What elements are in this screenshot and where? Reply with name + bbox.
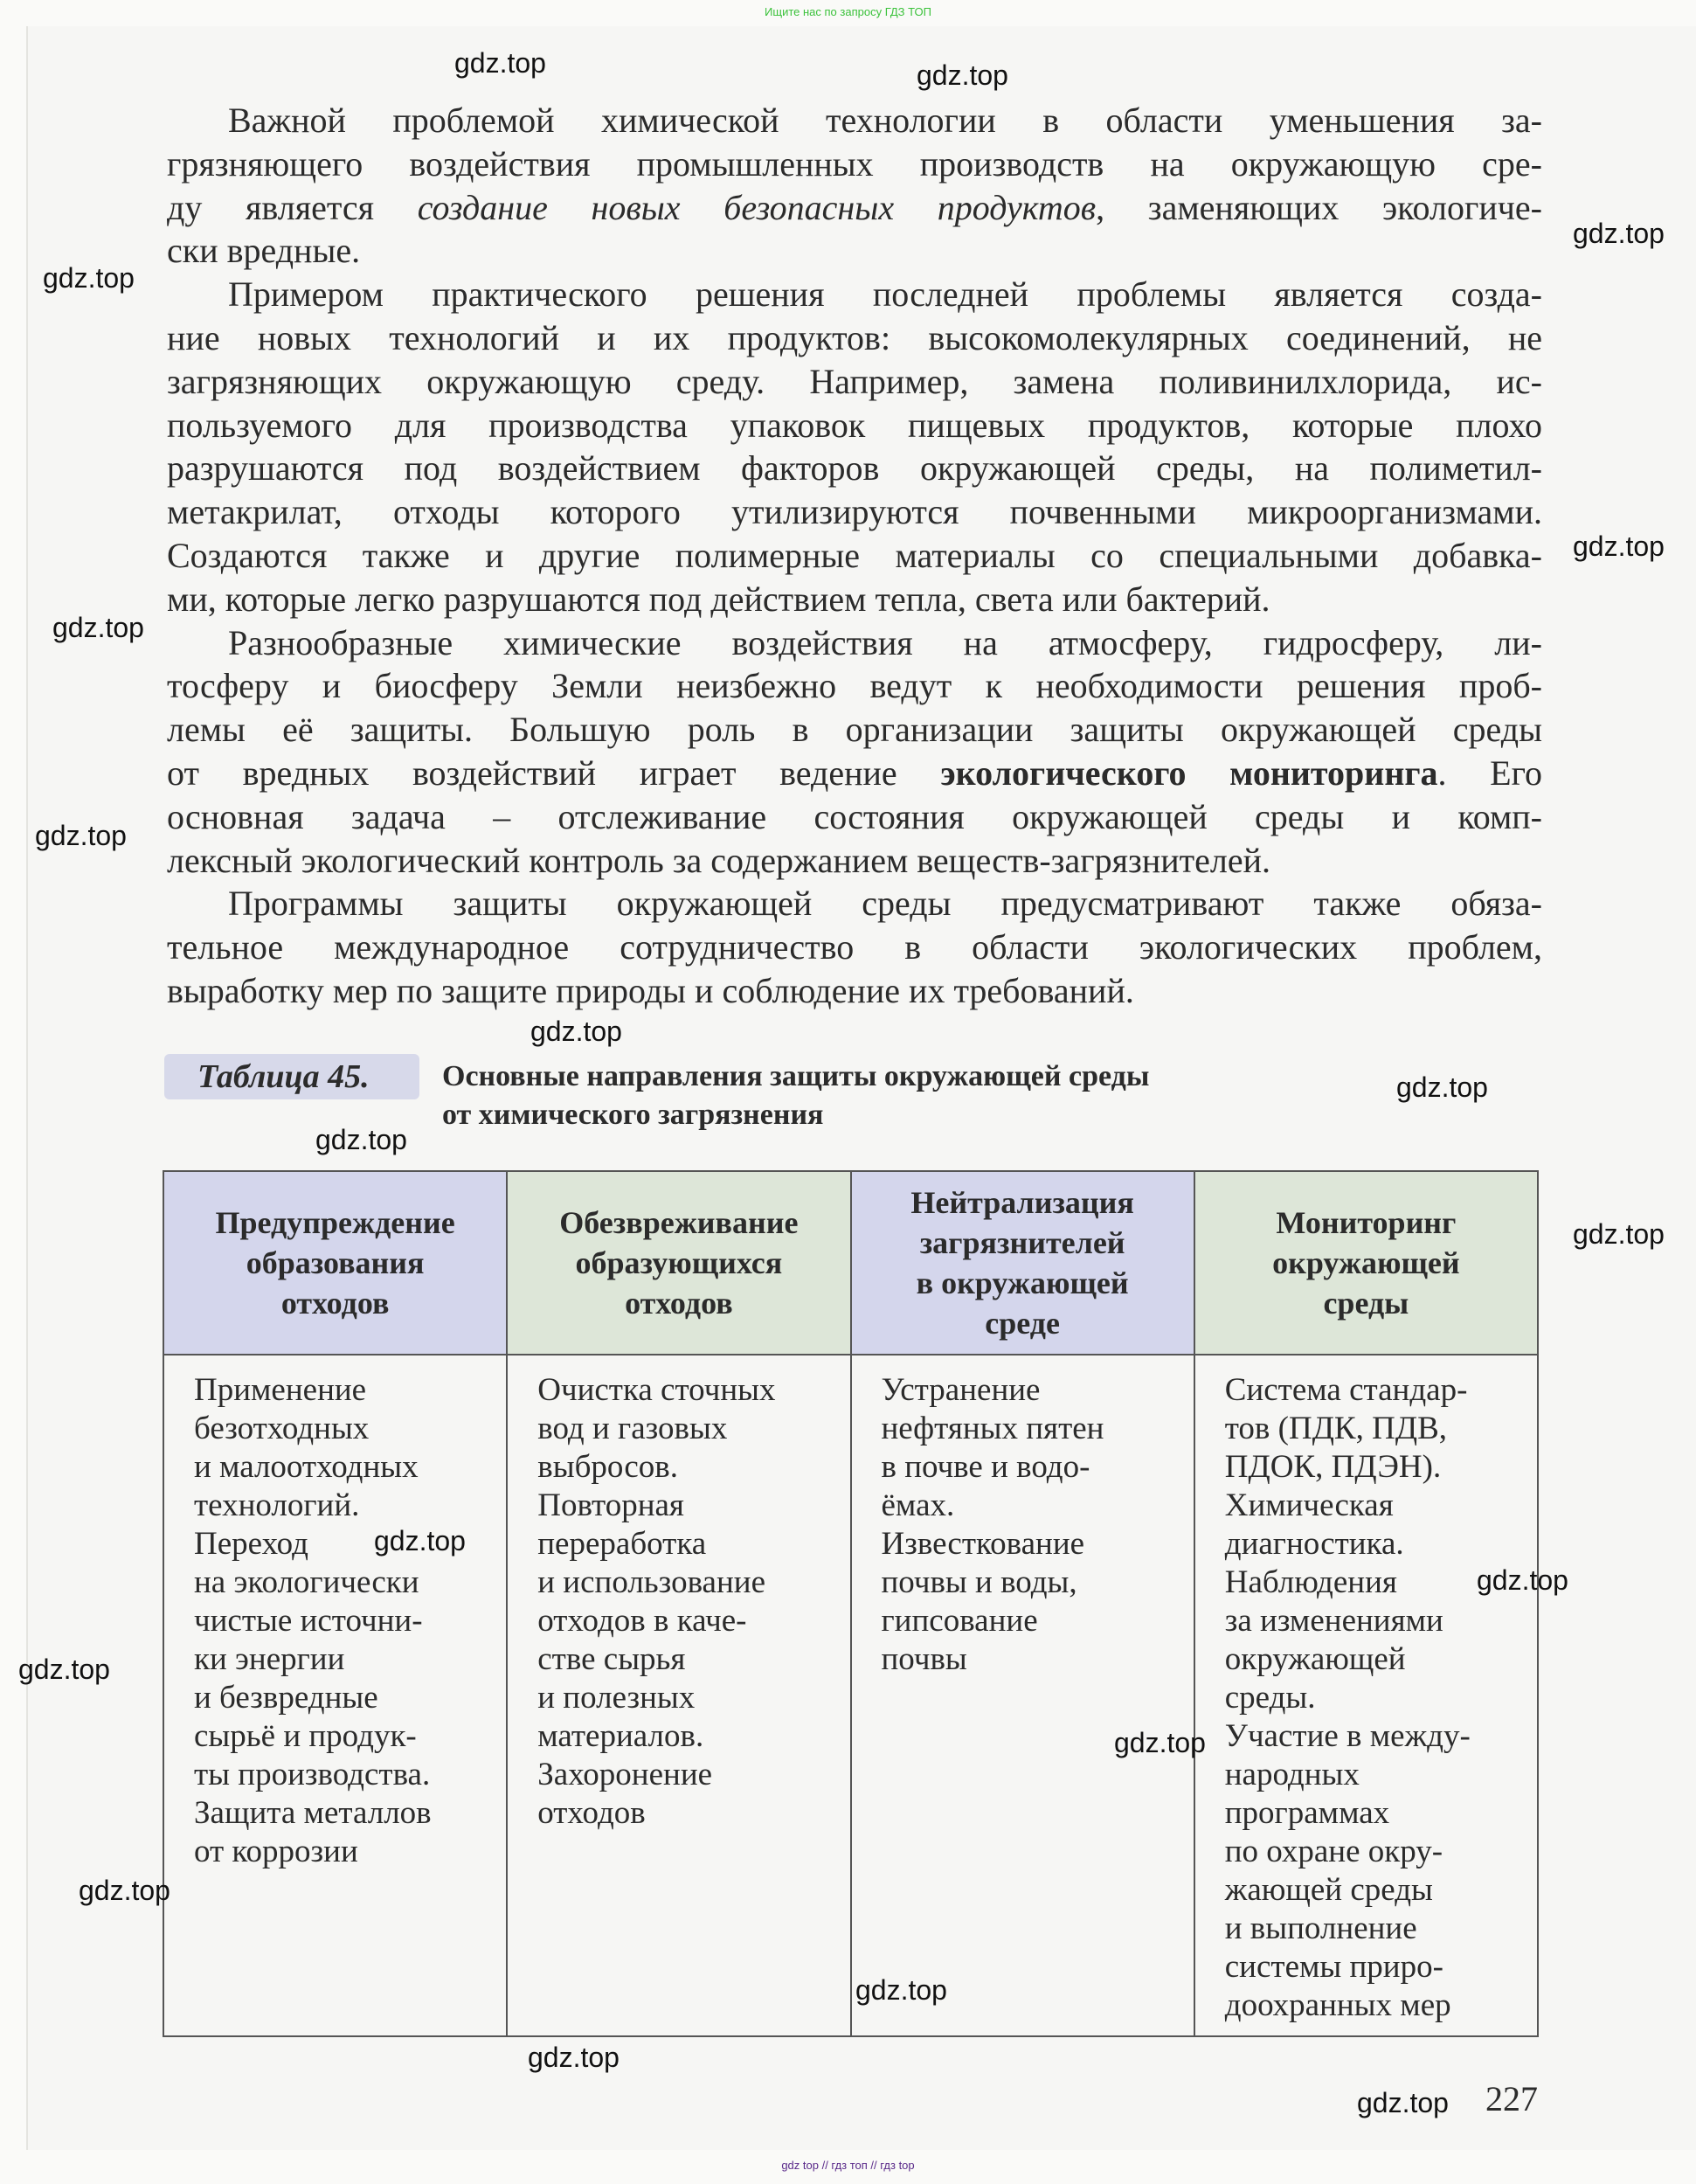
column-header-line: образующихся [575, 1245, 783, 1280]
cell-line: народных [1224, 1757, 1360, 1792]
cell-line: ки энергии [194, 1641, 345, 1677]
cell-line: и безвредные [194, 1680, 378, 1716]
paragraph-line: основная задача – отслеживание состояния окружающей среды и комп- [167, 796, 1542, 836]
column-header [507, 1171, 850, 1355]
table-label: Таблица 45. [164, 1054, 419, 1099]
table-title [442, 1057, 1149, 1134]
paragraph-line [167, 752, 1542, 795]
cell-line: сырьё и продук- [194, 1718, 417, 1754]
cell-line: переработка [537, 1526, 707, 1562]
cell-line: окружающей [1224, 1641, 1406, 1677]
paragraph-line: лемы её защиты. Большую роль в организации защиты окружающей среды [167, 710, 1542, 750]
cell-line: Повторная [537, 1487, 684, 1523]
paragraph-line: грязняющего воздействия промышленных производств на окружающую сре- [167, 143, 1542, 184]
cell-line: по охране окру- [1224, 1834, 1443, 1869]
body-text [167, 99, 1542, 1013]
column-header [1194, 1171, 1538, 1355]
table-title-line: Основные направления защиты окружающей среды [442, 1060, 1150, 1092]
cell-line: от коррозии [194, 1834, 358, 1869]
cell-line: ёмах. [881, 1487, 955, 1523]
cell-line: Наблюдения [1224, 1564, 1397, 1600]
column-header [163, 1171, 507, 1355]
column-header-line: среде [985, 1306, 1060, 1341]
bold-term: экологического мониторинга [940, 752, 1438, 793]
cell-line: Система стандар- [1224, 1372, 1468, 1408]
watermark: gdz.top [1573, 1218, 1665, 1250]
paragraph-line: загрязняющих окружающую среду. Например, замена поливинилхлорида, ис- [167, 361, 1542, 401]
cell-line: Химическая [1224, 1487, 1394, 1523]
footer-links: gdz top // гдз топ // гдз top [781, 2159, 915, 2172]
cell-line: гипсование [881, 1603, 1038, 1639]
column-header-line: Нейтрализация [910, 1185, 1134, 1220]
table-cell [163, 1355, 507, 2036]
watermark: gdz.top [1114, 1727, 1206, 1758]
column-header-line: окружающей [1272, 1245, 1460, 1280]
cell-line: Устранение [881, 1372, 1041, 1408]
cell-line: Переход [194, 1526, 308, 1562]
cell-line: доохранных мер [1224, 1987, 1451, 2023]
text-run: ду является [167, 187, 418, 227]
cell-line: Захоронение [537, 1757, 713, 1792]
table-cell [507, 1355, 850, 2036]
page-number: 227 [1485, 2079, 1538, 2118]
column-header-line: в окружающей [916, 1265, 1129, 1300]
watermark: gdz.top [1396, 1071, 1488, 1103]
cell-line: жающей среды [1224, 1872, 1433, 1908]
cell-line: материалов. [537, 1718, 704, 1754]
cell-line: вод и газовых [537, 1411, 728, 1446]
table-header-row [163, 1171, 1538, 1355]
paragraph-line: тосферу и биосферу Земли неизбежно ведут к необходимости решения проб- [167, 666, 1542, 706]
italic-term: создание новых безопасных продуктов [417, 187, 1097, 227]
column-header-line: загрязнителей [919, 1225, 1125, 1260]
paragraph-line: Важной проблемой химической технологии в области уменьшения за- [228, 101, 1542, 140]
watermark: gdz.top [43, 262, 135, 294]
cell-line: чистые источни- [194, 1603, 423, 1639]
cell-line: среды. [1224, 1680, 1316, 1716]
cell-line: Защита металлов [194, 1795, 432, 1831]
cell-line: за изменениями [1224, 1603, 1443, 1639]
table-cell [1194, 1355, 1538, 2036]
watermark: gdz.top [454, 47, 546, 79]
cell-line: выбросов. [537, 1449, 678, 1485]
paragraph-line: метакрилат, отходы которого утилизируются почвенными микроорганизмами. [167, 492, 1542, 532]
cell-line: и полезных [537, 1680, 696, 1716]
text-run: . Его [1437, 752, 1543, 793]
column-header-line: отходов [280, 1286, 390, 1321]
cell-line: безотходных [194, 1411, 370, 1446]
watermark: gdz.top [917, 59, 1008, 91]
cell-line: и выполнение [1224, 1910, 1417, 1946]
column-header-line: отходов [625, 1286, 733, 1321]
watermark: gdz.top [528, 2042, 620, 2073]
cell-line: системы приро- [1224, 1949, 1443, 1985]
cell-line: программах [1224, 1795, 1390, 1831]
column-header-line: образования [246, 1245, 425, 1280]
cell-line: Очистка сточных [537, 1372, 776, 1408]
column-header-line: среды [1323, 1286, 1409, 1321]
table-title-line: от химического загрязнения [442, 1099, 824, 1131]
cell-line: отходов [537, 1795, 646, 1831]
text-run: , заменяющих экологиче- [1096, 187, 1542, 227]
watermark: gdz.top [79, 1875, 170, 1906]
cell-line: и малоотходных [194, 1449, 419, 1485]
watermark: gdz.top [1477, 1564, 1568, 1596]
cell-line: тов (ПДК, ПДВ, [1224, 1411, 1447, 1446]
protection-directions-table [163, 1170, 1539, 2037]
cell-line: отходов в каче- [537, 1603, 747, 1639]
cell-line: почвы [881, 1641, 967, 1677]
cell-line: почвы и воды, [881, 1564, 1077, 1600]
paragraph-line: лексный экологический контроль за содержанием веществ-загрязнителей. [167, 840, 1270, 880]
watermark: gdz.top [52, 612, 144, 643]
paragraph-line: ми, которые легко разрушаются под действием тепла, света или бактерий. [167, 579, 1270, 619]
paragraph-line: Программы защиты окружающей среды предусматривают также обяза- [228, 884, 1542, 924]
cell-line: в почве и водо- [881, 1449, 1090, 1485]
watermark: gdz.top [1573, 530, 1665, 562]
table-cell [851, 1355, 1194, 2036]
paragraph-line: тельное международное сотрудничество в области экологических проблем, [167, 927, 1542, 967]
table-row [163, 1355, 1538, 2036]
cell-line: Известкование [881, 1526, 1085, 1562]
watermark: gdz.top [18, 1654, 110, 1685]
watermark: gdz.top [35, 820, 127, 851]
paragraph-line [167, 186, 1542, 230]
paragraph-line: пользуемого для производства упаковок пищевых продуктов, которые плохо [167, 405, 1542, 445]
cell-line: стве сырья [537, 1641, 686, 1677]
column-header-line: Мониторинг [1276, 1205, 1457, 1240]
cell-line: технологий. [194, 1487, 360, 1523]
paragraph-line: ски вредные. [167, 231, 361, 271]
cell-line: Участие в между- [1224, 1718, 1471, 1754]
cell-line: ты производства. [194, 1757, 431, 1792]
paragraph-line: выработку мер по защите природы и соблюдение их требований. [167, 970, 1134, 1010]
cell-line: ПДОК, ПДЭН). [1224, 1449, 1442, 1485]
watermark: gdz.top [530, 1016, 622, 1047]
paragraph-line: Создаются также и другие полимерные материалы со специальными добавка- [167, 535, 1542, 575]
cell-line: нефтяных пятен [881, 1411, 1104, 1446]
column-header-line: Предупреждение [215, 1205, 455, 1240]
column-header [851, 1171, 1194, 1355]
text-run: от вредных воздействий играет ведение [167, 752, 941, 793]
watermark: gdz.top [315, 1124, 407, 1155]
paragraph-line: Примером практического решения последней проблемы является созда- [228, 274, 1542, 315]
cell-line: и использование [537, 1564, 766, 1600]
column-header-line: Обезвреживание [559, 1205, 799, 1240]
paragraph-line: ние новых технологий и их продуктов: высокомолекулярных соединений, не [167, 317, 1542, 357]
watermark: gdz.top [374, 1525, 466, 1557]
search-hint: Ищите нас по запросу ГДЗ ТОП [765, 5, 931, 18]
cell-line: Применение [194, 1372, 367, 1408]
paragraph-line: разрушаются под воздействием факторов окружающей среды, на полиметил- [167, 448, 1542, 489]
watermark: gdz.top [1573, 218, 1665, 249]
cell-line: на экологически [194, 1564, 419, 1600]
cell-line: диагностика. [1224, 1526, 1404, 1562]
paragraph-line: Разнообразные химические воздействия на атмосферу, гидросферу, ли- [228, 622, 1542, 662]
watermark: gdz.top [855, 1974, 947, 2006]
watermark: gdz.top [1357, 2087, 1449, 2118]
